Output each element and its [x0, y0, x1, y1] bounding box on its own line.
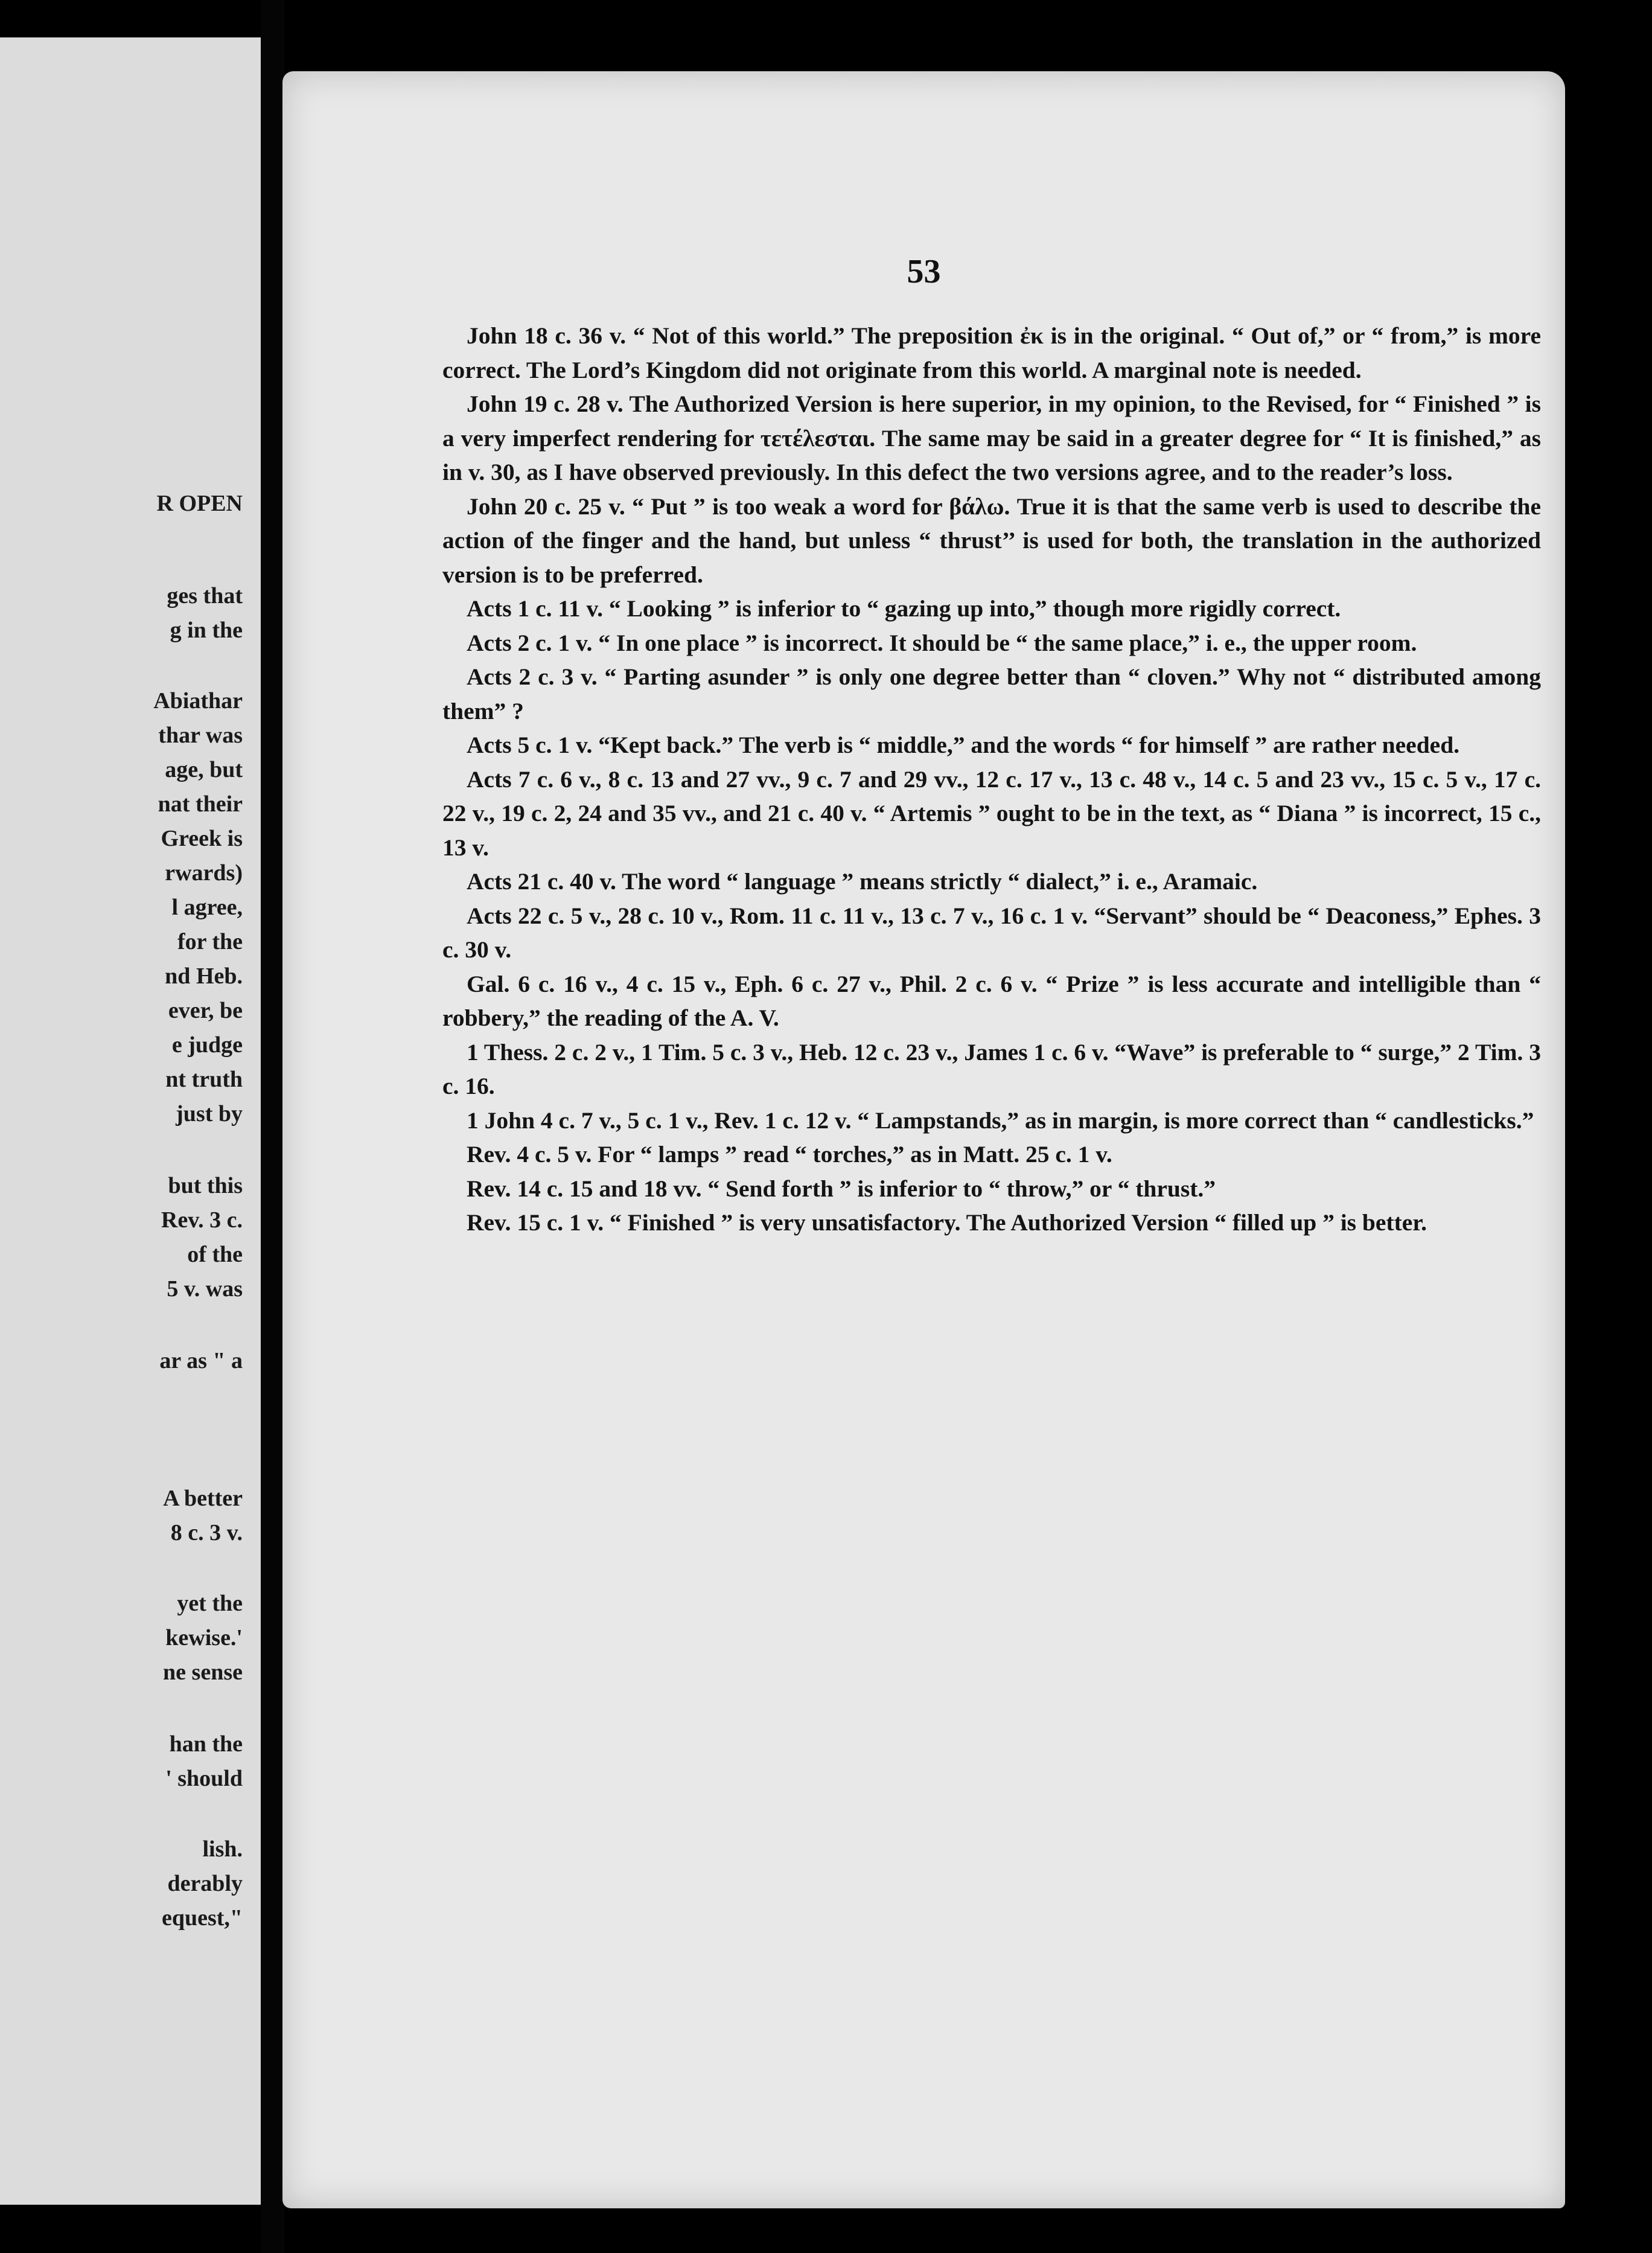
- facing-page-line: thar was: [158, 723, 243, 748]
- note-entry: Acts 22 c. 5 v., 28 c. 10 v., Rom. 11 c. 11 v., 13 c. 7 v., 16 c. 1 v. “Servant” should be “ Deaconess,” Ephes. 3 c. 30 v.: [442, 902, 1541, 963]
- note-entry: Acts 7 c. 6 v., 8 c. 13 and 27 vv., 9 c. 7 and 29 vv., 12 c. 17 v., 13 c. 48 v., 14 c. 5 and 23 vv., 15 c. 5 v., 17 c. 22 v., 19 c. 2, 24 and 35 vv., and 21 c. 40 v. “ Artemis ” ought to be in the text, as “ Diana ” is incorrect, 15 c., 13 v.: [442, 765, 1541, 861]
- note-entry: Acts 21 c. 40 v. The word “ language ” means strictly “ dialect,” i. e., Aramaic.: [467, 868, 1258, 895]
- note-entry: John 19 c. 28 v. The Authorized Version is here superior, in my opinion, to the Revised, for “ Finished ” is a very imperfect rendering for τετέλεσται. The same may be said in a greater degree for “ It is finished,” as in v. 30, as I have observed previously. In this defect the two versions agree, and to the reader’s loss.: [442, 391, 1541, 485]
- facing-page-line: nd Heb.: [165, 964, 243, 989]
- facing-page-line: R OPEN: [156, 491, 243, 516]
- facing-page-line: nt truth: [165, 1067, 243, 1092]
- facing-page-line: equest,": [161, 1905, 243, 1931]
- facing-page-line: of the: [187, 1242, 243, 1267]
- facing-page-line: rwards): [165, 860, 243, 886]
- facing-page-line: kewise.': [165, 1625, 243, 1651]
- facing-page-line: Abiathar: [153, 688, 243, 714]
- facing-page-line: l agree,: [171, 895, 243, 920]
- facing-page-line: yet the: [177, 1591, 243, 1616]
- facing-page-line: age, but: [165, 757, 243, 782]
- note-entry: Rev. 15 c. 1 v. “ Finished ” is very unsatisfactory. The Authorized Version “ filled up ” is better.: [467, 1209, 1427, 1236]
- note-entry: Acts 1 c. 11 v. “ Looking ” is inferior to “ gazing up into,” though more rigidly correct.: [467, 595, 1341, 622]
- book-page: [282, 71, 1565, 2208]
- note-entry: Acts 2 c. 1 v. “ In one place ” is incorrect. It should be “ the same place,” i. e., the upper room.: [467, 629, 1417, 656]
- note-entry: John 18 c. 36 v. “ Not of this world.” The preposition ἐκ is in the original. “ Out of,” or “ from,” is more correct. The Lord’s Kingdom did not originate from this world. A marginal note is needed.: [442, 322, 1541, 383]
- note-entry: Acts 5 c. 1 v. “Kept back.” The verb is “ middle,” and the words “ for himself ” are rather needed.: [467, 732, 1460, 758]
- facing-page-line: Greek is: [161, 826, 243, 851]
- facing-page-line: ever, be: [168, 998, 243, 1023]
- note-entry: Gal. 6 c. 16 v., 4 c. 15 v., Eph. 6 c. 27 v., Phil. 2 c. 6 v. “ Prize ” is less accurate and intelligible than “ robbery,” the reading of the A. V.: [442, 970, 1541, 1031]
- facing-page-line: A better: [163, 1486, 243, 1511]
- note-entry: 1 John 4 c. 7 v., 5 c. 1 v., Rev. 1 c. 12 v. “ Lampstands,” as in margin, is more correct than “ candlesticks.”: [467, 1107, 1534, 1134]
- note-entry: 1 Thess. 2 c. 2 v., 1 Tim. 5 c. 3 v., Heb. 12 c. 23 v., James 1 c. 6 v. “Wave” is preferable to “ surge,” 2 Tim. 3 c. 16.: [442, 1038, 1541, 1099]
- facing-page-line: 5 v. was: [167, 1276, 243, 1302]
- facing-page-line: nat their: [158, 791, 243, 817]
- facing-page-line: ne sense: [163, 1660, 243, 1685]
- facing-page-line: 8 c. 3 v.: [170, 1520, 243, 1545]
- facing-page-line: ar as " a: [159, 1348, 243, 1373]
- note-entry: Rev. 4 c. 5 v. For “ lamps ” read “ torches,” as in Matt. 25 c. 1 v.: [467, 1141, 1112, 1168]
- facing-page-line: g in the: [170, 618, 243, 643]
- facing-page-line: e judge: [171, 1032, 243, 1058]
- facing-page-line: lish.: [202, 1836, 243, 1862]
- page-number: 53: [907, 253, 941, 290]
- facing-page-line: ' should: [165, 1766, 243, 1791]
- note-entry: Acts 2 c. 3 v. “ Parting asunder ” is only one degree better than “ cloven.” Why not “ distributed among them” ?: [442, 663, 1541, 724]
- facing-page-line: but this: [168, 1173, 243, 1198]
- facing-page-line: han the: [169, 1731, 243, 1757]
- facing-page-line: just by: [176, 1101, 243, 1126]
- facing-page-line: Rev. 3 c.: [161, 1207, 243, 1233]
- note-entry: Rev. 14 c. 15 and 18 vv. “ Send forth ” is inferior to “ throw,” or “ thrust.”: [467, 1175, 1216, 1202]
- note-entry: John 20 c. 25 v. “ Put ” is too weak a word for βάλω. True it is that the same verb is used to describe the action of the finger and the hand, but unless “ thrust’’ is used for both, the translation in the authorized version is to be preferred.: [442, 493, 1541, 588]
- facing-page-fragment: [0, 37, 261, 2205]
- facing-page-line: for the: [177, 929, 243, 954]
- book-gutter: [261, 0, 285, 2253]
- page-body: [442, 319, 1541, 1240]
- facing-page-line: derably: [167, 1871, 243, 1896]
- facing-page-line: ges that: [167, 583, 243, 609]
